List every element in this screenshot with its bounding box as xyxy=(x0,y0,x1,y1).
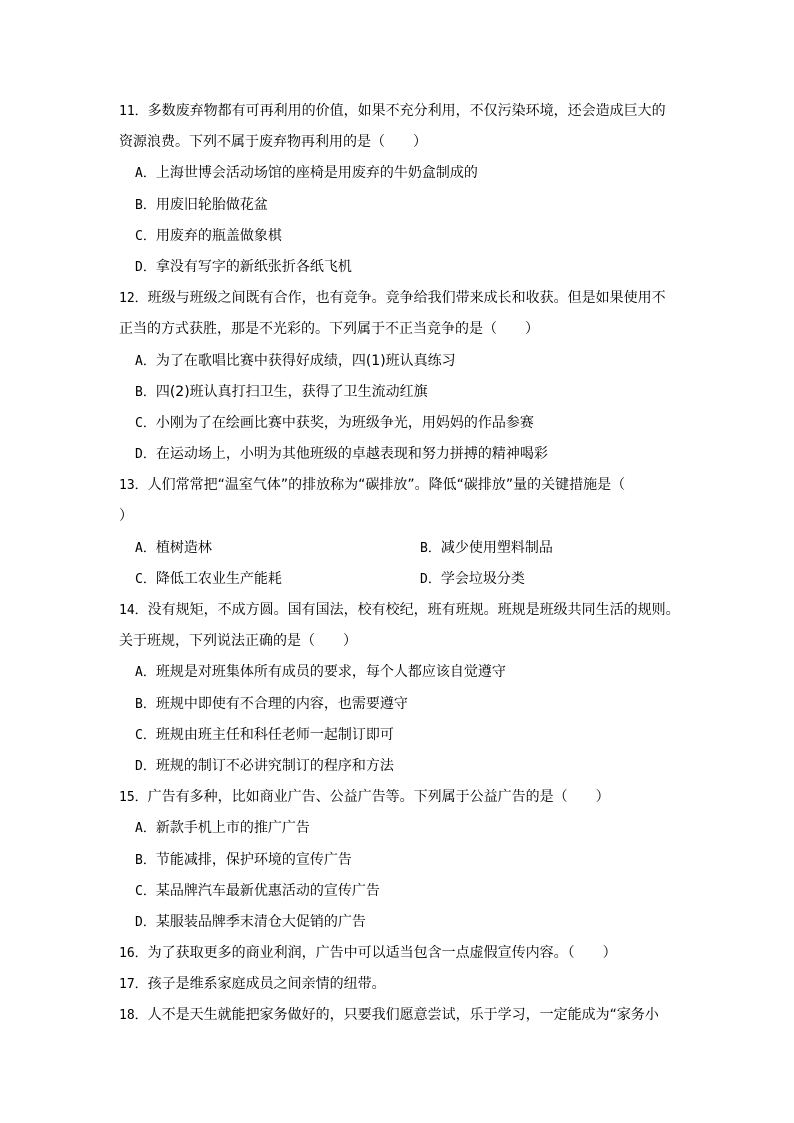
option-c xyxy=(119,221,689,252)
question-stem-line xyxy=(119,127,689,158)
question-number: 17． xyxy=(119,977,148,993)
option-text: 新款手机上市的推广广告 xyxy=(155,820,310,837)
option-text: 在运动场上，小明为其他班级的卓越表现和努力拼搏的精神喝彩 xyxy=(155,446,548,463)
option-text: 班规由班主任和科任老师一起制订即可 xyxy=(155,726,394,743)
option-c xyxy=(119,408,689,439)
option-label: B． xyxy=(135,852,156,868)
question-11 xyxy=(119,96,689,283)
question-14 xyxy=(119,595,689,782)
question-number: 12． xyxy=(119,291,148,307)
option-c xyxy=(119,564,404,595)
option-b xyxy=(119,689,689,720)
question-stem-text: 资源浪费。下列不属于废弃物再利用的是（ ） xyxy=(119,134,427,151)
option-a xyxy=(119,533,404,564)
option-label: D． xyxy=(135,758,156,774)
option-text: 拿没有写字的新纸张折各纸飞机 xyxy=(155,258,352,275)
option-c xyxy=(119,720,689,751)
question-number: 16． xyxy=(119,946,148,962)
question-stem-line xyxy=(119,595,689,626)
option-label: C． xyxy=(135,415,156,431)
option-label: A． xyxy=(135,665,156,681)
option-label: A． xyxy=(135,166,156,182)
question-stem-text: 为了获取更多的商业利润，广告中可以适当包含一点虚假宣传内容。（ ） xyxy=(147,945,617,962)
option-text: 班规中即使有不合理的内容，也需要遵守 xyxy=(155,695,408,712)
option-d xyxy=(119,252,689,283)
option-d xyxy=(404,564,689,595)
option-text: 节能减排，保护环境的宣传广告 xyxy=(155,851,352,868)
option-label: A． xyxy=(135,540,156,556)
option-label: A． xyxy=(135,353,156,369)
question-number: 13． xyxy=(119,478,148,494)
question-stem-line xyxy=(119,96,689,127)
option-label: C． xyxy=(135,727,156,743)
question-stem-text: 孩子是维系家庭成员之间亲情的纽带。 xyxy=(147,976,386,993)
option-d xyxy=(119,751,689,782)
option-a xyxy=(119,657,689,688)
option-label: D． xyxy=(135,447,156,463)
option-label: B． xyxy=(135,197,156,213)
question-stem-line xyxy=(119,626,689,657)
question-stem-text: 广告有多种，比如商业广告、公益广告等。下列属于公益广告的是（ ） xyxy=(147,789,610,806)
question-stem-text: 正当的方式获胜，那是不光彩的。下列属于不正当竞争的是（ ） xyxy=(119,321,539,338)
question-stem-text: 没有规矩，不成方圆。国有国法，校有校纪，班有班规。班规是班级共同生活的规则。 xyxy=(147,602,680,618)
option-text: 用废旧轮胎做花盆 xyxy=(155,196,268,213)
question-17 xyxy=(119,969,689,1000)
option-row xyxy=(119,564,689,595)
option-a xyxy=(119,813,689,844)
question-stem-text: 班级与班级之间既有合作，也有竞争。竞争给我们带来成长和收获。但是如果使用不 xyxy=(147,290,666,307)
option-text: 上海世博会活动场馆的座椅是用废弃的牛奶盒制成的 xyxy=(155,165,478,182)
question-stem-line xyxy=(119,501,689,532)
option-text: 减少使用塑料制品 xyxy=(440,539,553,556)
question-15 xyxy=(119,782,689,938)
option-text: 某品牌汽车最新优惠活动的宣传广告 xyxy=(155,882,380,899)
option-text: 用废弃的瓶盖做象棋 xyxy=(155,227,282,244)
question-stem-line xyxy=(119,938,689,969)
option-label: B． xyxy=(135,384,156,400)
option-b xyxy=(119,377,689,408)
option-label: C． xyxy=(135,571,156,587)
question-stem-line xyxy=(119,1000,689,1031)
option-label: D． xyxy=(420,571,441,587)
question-12 xyxy=(119,283,689,470)
option-text: 某服装品牌季末清仓大促销的广告 xyxy=(155,913,366,930)
question-16 xyxy=(119,938,689,969)
question-stem-text: 人不是天生就能把家务做好的，只要我们愿意尝试，乐于学习，一定能成为“家务小 xyxy=(147,1007,659,1024)
option-a xyxy=(119,346,689,377)
option-b xyxy=(404,533,689,564)
option-label: B． xyxy=(135,696,156,712)
option-label: D． xyxy=(135,259,156,275)
question-stem-line xyxy=(119,314,689,345)
question-stem-text: ） xyxy=(119,508,133,525)
option-text: 班规是对班集体所有成员的要求，每个人都应该自觉遵守 xyxy=(155,664,506,681)
question-number: 15． xyxy=(119,790,148,806)
option-label: A． xyxy=(135,821,156,837)
option-label: D． xyxy=(135,914,156,930)
document-body xyxy=(119,96,689,1032)
option-text: 班规的制订不必讲究制订的程序和方法 xyxy=(155,757,394,774)
question-number: 11． xyxy=(119,104,148,119)
option-text: 学会垃圾分类 xyxy=(440,570,525,587)
option-text: 为了在歌唱比赛中获得好成绩，四(1)班认真练习 xyxy=(155,352,456,369)
option-text: 四(2)班认真打扫卫生，获得了卫生流动红旗 xyxy=(155,383,428,400)
question-18 xyxy=(119,1000,689,1031)
question-stem-line xyxy=(119,283,689,314)
question-13 xyxy=(119,470,689,595)
option-a xyxy=(119,158,689,189)
option-d xyxy=(119,907,689,938)
question-number: 18． xyxy=(119,1008,148,1024)
option-b xyxy=(119,190,689,221)
option-b xyxy=(119,845,689,876)
option-label: C． xyxy=(135,883,156,899)
option-c xyxy=(119,876,689,907)
question-number: 14． xyxy=(119,603,148,618)
option-row xyxy=(119,533,689,564)
option-label: C． xyxy=(135,228,156,244)
option-d xyxy=(119,439,689,470)
question-stem-line xyxy=(119,969,689,1000)
question-stem-text: 多数废弃物都有可再利用的价值，如果不充分利用，不仅污染环境，还会造成巨大的 xyxy=(147,103,666,119)
question-stem-line xyxy=(119,782,689,813)
option-text: 小刚为了在绘画比赛中获奖，为班级争光，用妈妈的作品参赛 xyxy=(155,414,534,431)
option-text: 降低工农业生产能耗 xyxy=(155,570,282,587)
question-stem-text: 人们常常把“温室气体”的排放称为“碳排放”。降低“碳排放”量的关键措施是（ xyxy=(147,477,626,494)
question-stem-line xyxy=(119,470,689,501)
option-label: B． xyxy=(420,540,441,556)
question-stem-text: 关于班规，下列说法正确的是（ ） xyxy=(119,633,357,650)
option-text: 植树造林 xyxy=(155,539,212,556)
